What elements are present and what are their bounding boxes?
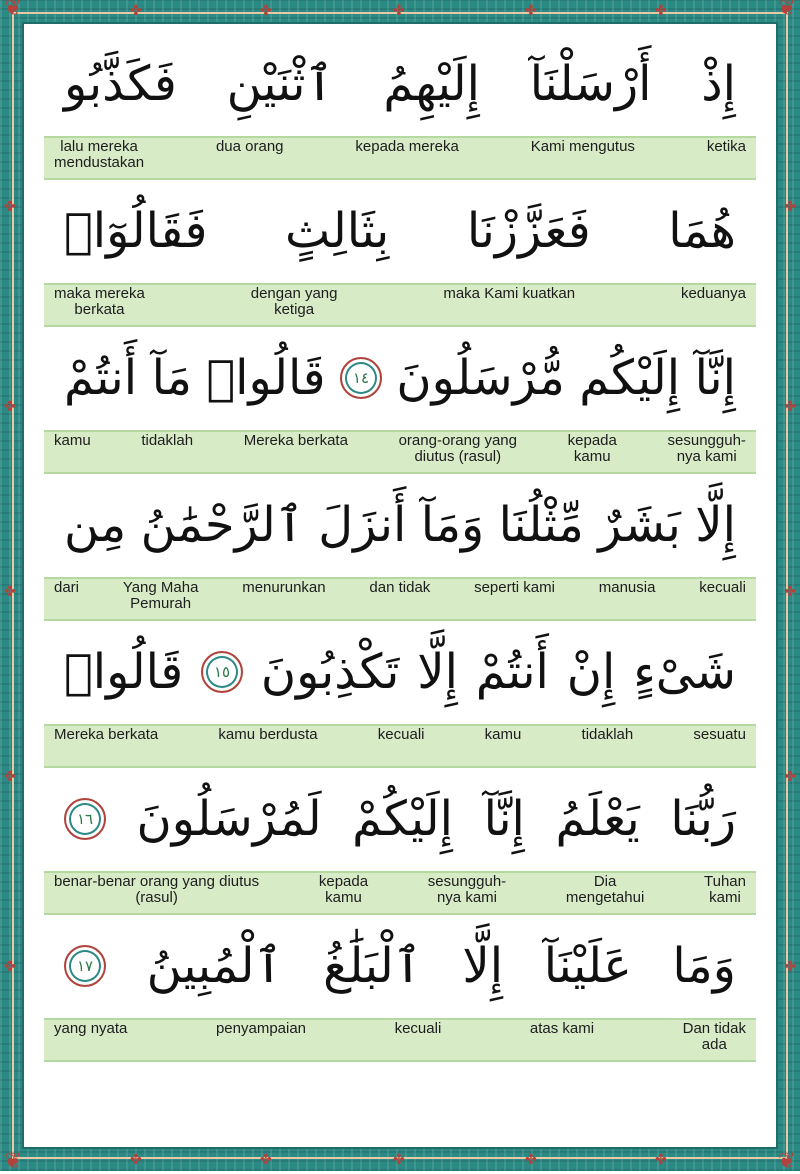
arabic-word: إِلَّا xyxy=(417,644,458,700)
arabic-verse-line xyxy=(44,350,756,406)
border-ornament-icon: ✤ xyxy=(4,399,16,415)
arabic-word: وَمَا xyxy=(672,938,736,994)
border-ornament-icon: ✤ xyxy=(525,1152,537,1168)
arabic-word: إِلَّا xyxy=(462,938,504,994)
arabic-word: وَمَآ xyxy=(420,497,485,553)
corner-ornament-icon: ❦ xyxy=(777,1149,796,1174)
word-translation: Kami mengutus xyxy=(530,138,635,155)
word-translation: sesungguh- nya kami xyxy=(667,432,746,465)
word-translation: orang-orang yang diutus (rasul) xyxy=(398,432,517,465)
arabic-word: إِلَّا xyxy=(695,497,736,553)
arabic-word: هُمَا xyxy=(668,203,736,259)
ayah-number-marker: ١٦ xyxy=(64,798,106,840)
arabic-verse-line xyxy=(44,56,756,112)
arabic-word: مِّثْلُنَا xyxy=(498,497,584,553)
border-ornament-icon: ✤ xyxy=(393,1152,405,1168)
border-ornament-icon: ✤ xyxy=(4,769,16,785)
border-ornament-icon: ✤ xyxy=(4,959,16,975)
word-translation: seperti kami xyxy=(474,579,555,596)
corner-ornament-icon: ❦ xyxy=(777,0,796,21)
border-ornament-icon: ✤ xyxy=(4,199,16,215)
word-translation: kecuali xyxy=(394,1020,442,1037)
word-translation: tidaklah xyxy=(141,432,194,449)
corner-ornament-icon: ❦ xyxy=(4,1149,23,1174)
border-ornament-icon: ✤ xyxy=(655,3,667,19)
translation-band xyxy=(44,283,756,327)
arabic-verse-line xyxy=(44,791,756,847)
word-translation: kamu berdusta xyxy=(218,726,318,743)
word-translation: maka mereka berkata xyxy=(54,285,145,318)
arabic-word: قَالُوا۟ xyxy=(64,644,184,700)
arabic-word: إِنَّآ xyxy=(694,350,736,406)
border-ornament-icon: ✤ xyxy=(130,3,142,19)
border-ornament-icon: ✤ xyxy=(393,3,405,19)
arabic-word: فَعَزَّزْنَا xyxy=(466,203,591,259)
arabic-word: مُّرْسَلُونَ xyxy=(396,350,565,406)
border-ornament-icon: ✤ xyxy=(525,3,537,19)
word-translation: kecuali xyxy=(377,726,425,743)
word-translation: kepada kamu xyxy=(318,873,369,906)
translation-band xyxy=(44,724,756,768)
word-translation: lalu mereka mendustakan xyxy=(54,138,145,171)
arabic-word: فَكَذَّبُو xyxy=(64,56,177,112)
word-translation: yang nyata xyxy=(54,1020,128,1037)
ayah-number-marker: ١٥ xyxy=(201,651,243,693)
arabic-word: إِنْ xyxy=(566,644,616,700)
arabic-word: رَبُّنَا xyxy=(670,791,736,847)
arabic-word: قَالُوا۟ xyxy=(206,350,326,406)
arabic-word: ٱثْنَيْنِ xyxy=(226,56,334,112)
word-translation: penyampaian xyxy=(215,1020,307,1037)
border-ornament-icon: ✤ xyxy=(130,1152,142,1168)
word-translation: maka Kami kuatkan xyxy=(443,285,576,302)
border-ornament-icon: ✤ xyxy=(4,584,16,600)
translation-band xyxy=(44,577,756,621)
word-translation: benar-benar orang yang diutus (rasul) xyxy=(54,873,260,906)
arabic-word: أَنزَلَ xyxy=(318,497,407,553)
border-ornament-icon: ✤ xyxy=(784,584,796,600)
word-translation: kepada kamu xyxy=(567,432,617,465)
word-translation: dan tidak xyxy=(369,579,431,596)
word-translation: manusia xyxy=(598,579,656,596)
border-ornament-icon: ✤ xyxy=(784,199,796,215)
quran-page xyxy=(44,44,756,1127)
arabic-word: إِلَيْكُمْ xyxy=(352,791,454,847)
arabic-word: أَرْسَلْنَآ xyxy=(529,56,652,112)
arabic-word: مَآ xyxy=(151,350,192,406)
arabic-word: إِذْ xyxy=(701,56,736,112)
arabic-word: بَشَرٌ xyxy=(598,497,681,553)
word-translation: kepada mereka xyxy=(355,138,459,155)
corner-ornament-icon: ❦ xyxy=(4,0,23,21)
arabic-word: شَىْءٍ xyxy=(633,644,736,700)
word-translation: sesungguh- nya kami xyxy=(427,873,507,906)
word-translation: kecuali xyxy=(699,579,746,596)
arabic-word: ٱلرَّحْمَٰنُ xyxy=(140,497,304,553)
border-ornament-icon: ✤ xyxy=(784,769,796,785)
arabic-word: بِثَالِثٍ xyxy=(285,203,390,259)
arabic-word: إِنَّآ xyxy=(483,791,525,847)
border-ornament-icon: ✤ xyxy=(260,3,272,19)
word-translation: ketika xyxy=(706,138,746,155)
arabic-word: ٱلْمُبِينُ xyxy=(146,938,283,994)
arabic-verse-line xyxy=(44,497,756,553)
border-ornament-icon: ✤ xyxy=(655,1152,667,1168)
word-translation: kamu xyxy=(54,432,91,449)
translation-band xyxy=(44,871,756,915)
word-translation: Mereka berkata xyxy=(54,726,159,743)
border-ornament-icon: ✤ xyxy=(260,1152,272,1168)
arabic-word: أَنتُمْ xyxy=(64,350,138,406)
word-translation: Mereka berkata xyxy=(243,432,348,449)
word-translation: Dan tidak ada xyxy=(682,1020,746,1053)
arabic-word: أَنتُمْ xyxy=(475,644,549,700)
ayah-number-marker: ١٤ xyxy=(340,357,382,399)
arabic-word: ٱلْبَلَٰغُ xyxy=(323,938,422,994)
translation-band xyxy=(44,1018,756,1062)
arabic-verse-line xyxy=(44,203,756,259)
word-translation: sesuatu xyxy=(693,726,746,743)
word-translation: kamu xyxy=(484,726,522,743)
word-translation: tidaklah xyxy=(581,726,634,743)
arabic-word: إِلَيْكُم xyxy=(579,350,681,406)
ayah-number-marker: ١٧ xyxy=(64,945,106,987)
translation-band xyxy=(44,136,756,180)
border-ornament-icon: ✤ xyxy=(784,399,796,415)
word-translation: Dia mengetahui xyxy=(565,873,645,906)
word-translation: dari xyxy=(54,579,80,596)
word-translation: dengan yang ketiga xyxy=(250,285,338,318)
arabic-word: لَمُرْسَلُونَ xyxy=(136,791,322,847)
border-ornament-icon: ✤ xyxy=(784,959,796,975)
arabic-verse-line xyxy=(44,938,756,994)
arabic-verse-line xyxy=(44,644,756,700)
arabic-word: إِلَيْهِمُ xyxy=(383,56,480,112)
arabic-word: تَكْذِبُونَ xyxy=(260,644,400,700)
word-translation: Tuhan kami xyxy=(704,873,746,906)
arabic-word: فَقَالُوٓا۟ xyxy=(64,203,208,259)
word-translation: menurunkan xyxy=(242,579,326,596)
arabic-word: يَعْلَمُ xyxy=(555,791,640,847)
arabic-word: مِن xyxy=(64,497,127,553)
word-translation: atas kami xyxy=(529,1020,595,1037)
word-translation: dua orang xyxy=(215,138,284,155)
word-translation: keduanya xyxy=(680,285,746,302)
arabic-word: عَلَيْنَآ xyxy=(543,938,632,994)
translation-band xyxy=(44,430,756,474)
word-translation: Yang Maha Pemurah xyxy=(122,579,199,612)
